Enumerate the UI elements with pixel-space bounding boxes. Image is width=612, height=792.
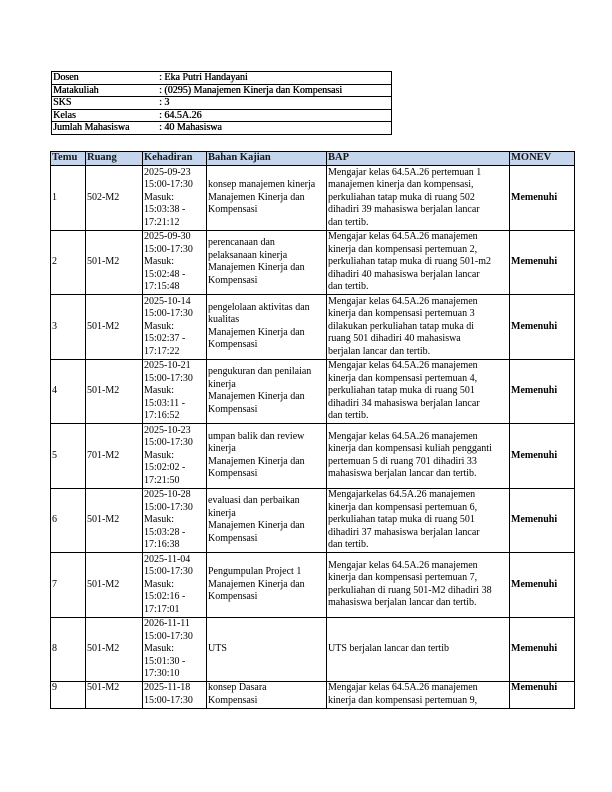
kehadiran-line: 15:02:37 - — [144, 333, 186, 344]
bahan-line: Manajemen Kinerja dan — [208, 326, 305, 338]
info-value-text: (0295) Manajemen Kinerja dan Kompensasi — [164, 84, 343, 96]
cell-bap — [327, 553, 510, 618]
cell-temu: 3 — [51, 295, 86, 360]
kehadiran-line: 15:01:30 - — [144, 655, 186, 667]
info-separator: : — [159, 72, 162, 84]
table-row — [51, 359, 575, 424]
bahan-line: kinerja — [208, 443, 236, 455]
cell-bap — [327, 424, 510, 489]
kehadiran-line: 17:17:01 — [144, 603, 180, 615]
cell-bap — [327, 682, 510, 709]
bahan-line: kinerja — [208, 378, 236, 390]
info-label: Jumlah Mahasiswa — [52, 122, 158, 135]
bahan-line: Manajemen Kinerja dan — [208, 455, 305, 467]
cell-kehadiran — [143, 166, 207, 231]
bahan-line: kualitas — [208, 314, 240, 326]
bahan-line: Kompensasi — [208, 204, 258, 215]
bap-line: dan tertib. — [328, 410, 369, 421]
bap-line: Mengajarkelas 64.5A.26 manajemen — [328, 489, 476, 500]
kehadiran-line: Masuk: — [144, 643, 174, 654]
bahan-line: Manajemen Kinerja dan — [208, 578, 305, 590]
bap-line: Mengajar kelas 64.5A.26 pertemuan 1 — [328, 166, 482, 178]
kehadiran-line: 2025-10-14 — [144, 295, 191, 307]
bahan-line: Kompensasi — [208, 339, 258, 351]
kehadiran-line: 15:02:16 - — [144, 591, 186, 602]
kehadiran-line: 17:30:10 — [144, 668, 180, 679]
cell-ruang: 501-M2 — [86, 295, 143, 360]
bahan-line: konsep manajemen kinerja — [208, 179, 316, 190]
info-value-text: 40 Mahasiswa — [164, 122, 222, 134]
bap-line: dan tertib. — [328, 539, 369, 550]
bahan-line: Kompensasi — [208, 468, 258, 480]
bahan-line: Kompensasi — [208, 532, 258, 544]
kehadiran-line: Masuk: — [144, 514, 174, 525]
header-ruang: Ruang — [86, 152, 143, 166]
kehadiran-line: 15:00-17:30 — [144, 243, 193, 255]
info-value-text: 64.5A.26 — [164, 109, 202, 121]
cell-monev: Memenuhi — [510, 424, 575, 489]
bap-line: UTS berjalan lancar dan tertib — [328, 643, 450, 654]
kehadiran-line: Masuk: — [144, 320, 174, 332]
kehadiran-line: 15:00-17:30 — [144, 630, 193, 642]
meeting-table — [50, 151, 575, 709]
cell-ruang: 501-M2 — [86, 488, 143, 553]
cell-temu: 4 — [51, 359, 86, 424]
bap-line: kinerja dan kompensasi kuliah pengganti — [328, 443, 492, 455]
cell-ruang: 501-M2 — [86, 359, 143, 424]
kehadiran-line: 17:17:22 — [144, 345, 180, 357]
kehadiran-line: 15:00-17:30 — [144, 437, 193, 448]
bap-line: Mengajar kelas 64.5A.26 manajemen — [328, 231, 478, 242]
header-bahan-kajian: Bahan Kajian — [207, 152, 327, 166]
bap-line: perkuliahan tatap muka di ruang 501-m2 — [328, 256, 492, 267]
bap-line: mahasiswa berjalan lancar dan tertib. — [328, 468, 477, 480]
cell-temu: 7 — [51, 553, 86, 618]
bap-line: dihadiri 34 mahasiswa berjalan lancar — [328, 397, 480, 409]
info-row — [52, 109, 392, 122]
bap-line: dan tertib. — [328, 216, 369, 228]
cell-bahan — [207, 488, 327, 553]
table-row — [51, 424, 575, 489]
header-monev: MONEV — [510, 152, 575, 166]
cell-bap — [327, 230, 510, 295]
cell-monev: Memenuhi — [510, 230, 575, 295]
bahan-line: Kompensasi — [208, 694, 258, 706]
info-value — [157, 72, 392, 85]
cell-bahan — [207, 295, 327, 360]
table-row — [51, 230, 575, 295]
kehadiran-line: Masuk: — [144, 449, 174, 461]
info-row — [52, 72, 392, 85]
bahan-line: Manajemen Kinerja dan — [208, 262, 305, 274]
cell-ruang: 501-M2 — [86, 682, 143, 709]
cell-bahan — [207, 682, 327, 709]
kehadiran-line: 15:00-17:30 — [144, 566, 193, 577]
bahan-line: pelaksanaan kinerja — [208, 249, 288, 261]
bap-line: Mengajar kelas 64.5A.26 manajemen — [328, 295, 478, 307]
table-row — [51, 553, 575, 618]
cell-bahan — [207, 166, 327, 231]
info-row — [52, 84, 392, 97]
cell-monev: Memenuhi — [510, 359, 575, 424]
kehadiran-line: 15:00-17:30 — [144, 372, 193, 384]
info-value — [157, 84, 392, 97]
info-value — [157, 109, 392, 122]
bahan-line: Kompensasi — [208, 591, 258, 602]
bap-line: pertemuan 5 di ruang 701 dihadiri 33 — [328, 455, 477, 467]
kehadiran-line: 17:21:50 — [144, 474, 180, 486]
cell-bahan — [207, 359, 327, 424]
cell-bap — [327, 166, 510, 231]
info-label: Matakuliah — [52, 84, 158, 97]
kehadiran-line: 15:00-17:30 — [144, 308, 193, 319]
info-value — [157, 122, 392, 135]
kehadiran-line: 2025-10-21 — [144, 360, 191, 371]
cell-monev: Memenuhi — [510, 553, 575, 618]
cell-ruang: 501-M2 — [86, 230, 143, 295]
kehadiran-line: 15:00-17:30 — [144, 179, 193, 190]
info-value-text: 3 — [164, 97, 170, 109]
cell-bahan — [207, 424, 327, 489]
bap-line: manajemen kinerja dan kompensasi, — [328, 179, 474, 190]
table-row — [51, 166, 575, 231]
bahan-line: evaluasi dan perbaikan — [208, 495, 300, 507]
bap-line: kinerja dan kompensasi pertemuan 7, — [328, 572, 478, 584]
bap-line: Mengajar kelas 64.5A.26 manajemen — [328, 360, 478, 371]
kehadiran-line: Masuk: — [144, 578, 174, 590]
course-info-table — [51, 71, 392, 135]
bahan-line: pengelolaan aktivitas dan — [208, 301, 310, 313]
cell-temu: 6 — [51, 488, 86, 553]
kehadiran-line: 15:03:11 - — [144, 397, 186, 409]
kehadiran-line: 17:15:48 — [144, 281, 180, 292]
cell-kehadiran — [143, 553, 207, 618]
cell-monev: Memenuhi — [510, 617, 575, 682]
header-bap: BAP — [327, 152, 510, 166]
cell-kehadiran — [143, 424, 207, 489]
bahan-line: Kompensasi — [208, 274, 258, 286]
info-value-text: Eka Putri Handayani — [164, 72, 248, 84]
bap-line: kinerja dan kompensasi pertemuan 4, — [328, 372, 478, 384]
info-separator: : — [159, 97, 162, 109]
bap-line: dihadiri 39 mahasiswa berjalan lancar — [328, 204, 480, 215]
bap-line: kinerja dan kompensasi pertemuan 9, — [328, 694, 478, 706]
info-separator: : — [159, 122, 162, 134]
kehadiran-line: 2025-09-23 — [144, 166, 191, 178]
cell-ruang: 501-M2 — [86, 553, 143, 618]
bahan-line: Manajemen Kinerja dan — [208, 191, 305, 203]
table-row — [51, 682, 575, 709]
cell-ruang: 701-M2 — [86, 424, 143, 489]
cell-temu: 2 — [51, 230, 86, 295]
kehadiran-line: 15:00-17:30 — [144, 501, 193, 513]
cell-bap — [327, 617, 510, 682]
bap-line: perkuliahan di ruang 501-M2 dihadiri 38 — [328, 584, 492, 596]
cell-ruang: 502-M2 — [86, 166, 143, 231]
info-label: Kelas — [52, 109, 158, 122]
bap-line: Mengajar kelas 64.5A.26 manajemen — [328, 559, 478, 571]
bap-line: dan tertib. — [328, 281, 369, 292]
info-label: Dosen — [52, 72, 158, 85]
cell-bap — [327, 295, 510, 360]
cell-kehadiran — [143, 359, 207, 424]
bap-line: dihadiri 37 mahasiswa berjalan lancar — [328, 526, 480, 538]
kehadiran-line: 15:02:02 - — [144, 462, 186, 473]
bahan-line: Manajemen Kinerja dan — [208, 520, 305, 532]
kehadiran-line: 2026-11-11 — [144, 618, 190, 629]
kehadiran-line: Masuk: — [144, 256, 174, 267]
cell-kehadiran — [143, 682, 207, 709]
bahan-line: UTS — [208, 643, 227, 654]
cell-bahan — [207, 617, 327, 682]
cell-bahan — [207, 230, 327, 295]
bahan-line: perencanaan dan — [208, 237, 275, 249]
table-header-row — [51, 152, 575, 166]
kehadiran-line: 17:16:38 — [144, 539, 180, 550]
bap-line: dilakukan perkuliahan tatap muka di — [328, 320, 475, 332]
bahan-line: Manajemen Kinerja dan — [208, 391, 305, 403]
cell-temu: 9 — [51, 682, 86, 709]
cell-monev: Memenuhi — [510, 295, 575, 360]
bahan-line: kinerja — [208, 507, 236, 519]
cell-temu: 5 — [51, 424, 86, 489]
info-row — [52, 122, 392, 135]
bap-line: Mengajar kelas 64.5A.26 manajemen — [328, 430, 478, 442]
header-kehadiran: Kehadiran — [143, 152, 207, 166]
kehadiran-line: 2025-11-18 — [144, 682, 191, 693]
cell-bahan — [207, 553, 327, 618]
cell-kehadiran — [143, 230, 207, 295]
cell-ruang: 501-M2 — [86, 617, 143, 682]
cell-kehadiran — [143, 488, 207, 553]
kehadiran-line: 17:21:12 — [144, 216, 180, 228]
kehadiran-line: Masuk: — [144, 191, 174, 203]
kehadiran-line: 2025-11-04 — [144, 553, 191, 565]
kehadiran-line: 15:03:38 - — [144, 204, 186, 215]
bahan-line: pengukuran dan penilaian — [208, 366, 312, 378]
kehadiran-line: 15:02:48 - — [144, 268, 186, 280]
cell-monev: Memenuhi — [510, 166, 575, 231]
bap-line: Mengajar kelas 64.5A.26 manajemen — [328, 682, 478, 693]
cell-kehadiran — [143, 617, 207, 682]
cell-bap — [327, 488, 510, 553]
kehadiran-line: 15:00-17:30 — [144, 694, 193, 706]
table-row — [51, 295, 575, 360]
bap-line: kinerja dan kompensasi pertemuan 6, — [328, 501, 478, 513]
table-row — [51, 617, 575, 682]
kehadiran-line: 15:03:28 - — [144, 526, 186, 538]
kehadiran-line: 2025-10-23 — [144, 424, 191, 436]
cell-bap — [327, 359, 510, 424]
bahan-line: konsep Dasara — [208, 682, 267, 693]
cell-monev: Memenuhi — [510, 682, 575, 709]
bap-line: perkuliahan tatap muka di ruang 502 — [328, 191, 475, 203]
info-label: SKS — [52, 97, 158, 110]
info-separator: : — [159, 109, 162, 121]
bap-line: kinerja dan kompensasi pertemuan 3 — [328, 308, 475, 319]
bahan-line: Pengumpulan Project 1 — [208, 566, 302, 577]
table-row — [51, 488, 575, 553]
kehadiran-line: 2025-10-28 — [144, 489, 191, 500]
bahan-line: umpan balik dan review — [208, 430, 305, 442]
bap-line: dihadiri 40 mahasiswa berjalan lancar — [328, 268, 480, 280]
bap-line: ruang 501 dihadiri 40 mahasiswa — [328, 333, 461, 344]
cell-monev: Memenuhi — [510, 488, 575, 553]
kehadiran-line: 2025-09-30 — [144, 231, 191, 242]
kehadiran-line: 17:16:52 — [144, 410, 180, 421]
cell-temu: 1 — [51, 166, 86, 231]
bap-line: perkuliahan tatap muka di ruang 501 — [328, 514, 475, 525]
bap-line: perkuliahan tatap muka di ruang 501 — [328, 385, 475, 396]
cell-kehadiran — [143, 295, 207, 360]
info-row — [52, 97, 392, 110]
bahan-line: Kompensasi — [208, 403, 258, 415]
info-value — [157, 97, 392, 110]
bap-line: mahasiswa berjalan lancar dan tertib. — [328, 597, 477, 609]
cell-temu: 8 — [51, 617, 86, 682]
header-temu: Temu — [51, 152, 86, 166]
bap-line: berjalan lancar dan tertib. — [328, 345, 431, 357]
kehadiran-line: Masuk: — [144, 385, 174, 396]
bap-line: kinerja dan kompensasi pertemuan 2, — [328, 243, 478, 255]
info-separator: : — [159, 84, 162, 96]
